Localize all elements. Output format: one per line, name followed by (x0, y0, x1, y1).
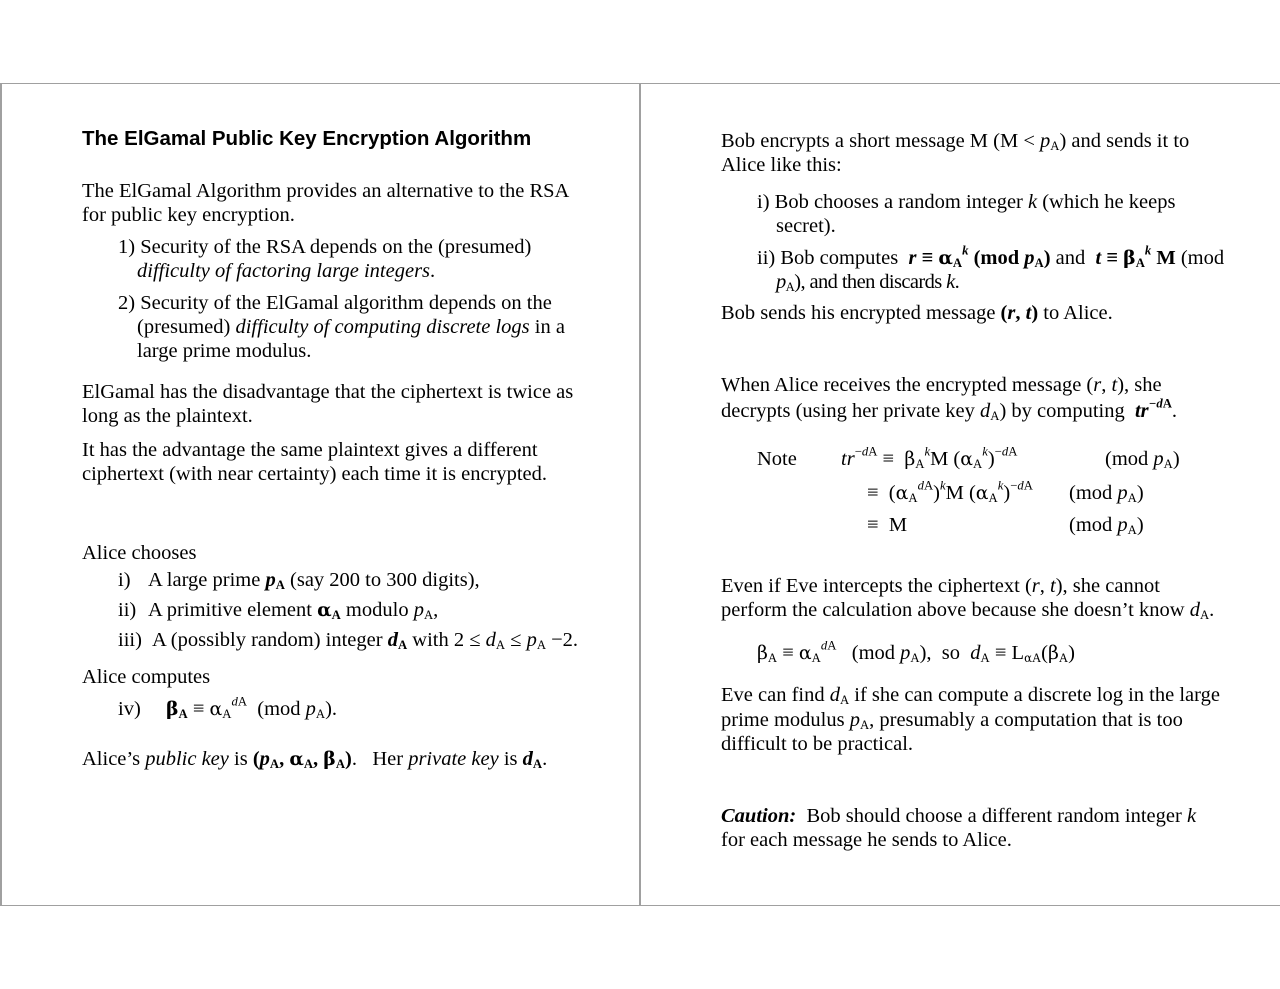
security-item-1-cont: difficulty of factoring large integers. (137, 260, 436, 282)
bob-step-ii-cont: $p_A$), and then discards k. (776, 271, 960, 295)
bob-step-ii: ii) Bob computes $r \equiv \alpha_A^k$ (mod $p_A$) and $t \equiv \beta_A^k$ M (mod (757, 243, 1225, 271)
note-row-1: $tr^{-dA} \equiv \beta_A^kM$ $(\alpha_A^k)^{-dA}$ (841, 444, 1018, 472)
decrypt-line-1: When Alice receives the encrypted message (r, t), she (721, 374, 1162, 396)
bob-step-i-cont: secret). (776, 215, 836, 237)
note-row-2: ≡ $(\alpha_A^{dA})^kM$ $(\alpha_A^k)^{-dA}$ (867, 478, 1033, 506)
disadvantage-line-2: long as the plaintext. (82, 405, 253, 427)
eve-find-line-2: prime modulus $p_A$, presumably a computation that is too (721, 709, 1183, 733)
caution-line-1: Caution: Bob should choose a different random integer k (721, 805, 1197, 827)
note-row-1-mod: (mod $p_A$) (1105, 448, 1180, 472)
eve-line-1: Even if Eve intercepts the ciphertext (r, t), she cannot (721, 575, 1160, 597)
eve-find-line-3: difficult to be practical. (721, 733, 914, 755)
alice-keys: Alice’s public key is ($p_A$, $\alpha_A$, $\beta_A$). Her private key is $d_A$. (82, 748, 548, 772)
alice-choice-i: i) A large prime $p_A$ (say 200 to 300 digits), (118, 569, 480, 593)
decrypt-line-2: decrypts (using her private key $d_A$) by computing $tr^{-dA}$. (721, 396, 1178, 424)
encrypt-line-2: Alice like this: (721, 154, 842, 176)
security-item-2-cont2: large prime modulus. (137, 340, 312, 362)
intro-line-2: for public key encryption. (82, 204, 295, 226)
security-item-1: 1) Security of the RSA depends on the (presumed) (118, 236, 532, 258)
note-row-3: ≡ M (867, 514, 908, 536)
bob-step-i: i) Bob chooses a random integer k (which he keeps (757, 191, 1176, 213)
alice-choice-iii: iii) A (possibly random) integer $d_A$ with $2 \le d_A \le p_A -2$. (118, 629, 579, 653)
advantage-line-1: It has the advantage the same plaintext gives a different (82, 439, 538, 461)
eve-find-line-1: Eve can find $d_A$ if she can compute a discrete log in the large (721, 684, 1220, 708)
disadvantage-line-1: ElGamal has the disadvantage that the ciphertext is twice as (82, 381, 574, 403)
advantage-line-2: ciphertext (with near certainty) each time it is encrypted. (82, 463, 548, 485)
right-page (641, 83, 1278, 905)
discrete-log-formula: $\beta_A \equiv \alpha_A^{dA}$ (mod $p_A$), so $d_A \equiv L_{\alpha A}(\beta_A)$ (757, 638, 1075, 666)
note-row-3-mod: (mod $p_A$) (1069, 514, 1144, 538)
note-row-2-mod: (mod $p_A$) (1069, 482, 1144, 506)
left-page (2, 83, 639, 905)
alice-chooses-heading: Alice chooses (82, 542, 197, 564)
alice-computes-heading: Alice computes (82, 666, 211, 688)
eve-line-2: perform the calculation above because she doesn’t know $d_A$. (721, 599, 1215, 623)
page-title: The ElGamal Public Key Encryption Algorithm (82, 127, 532, 150)
note-label: Note (757, 448, 797, 470)
security-item-2: 2) Security of the ElGamal algorithm depends on the (118, 292, 552, 314)
alice-choice-ii: ii) A primitive element $\alpha_A$ modulo $p_A$, (118, 599, 439, 623)
caution-line-2: for each message he sends to Alice. (721, 829, 1012, 851)
encrypt-line-1: Bob encrypts a short message M $(M < p_A)$ and sends it to (721, 130, 1190, 154)
bob-sends: Bob sends his encrypted message (r, t) to Alice. (721, 302, 1113, 324)
alice-computes-formula: iv) $\beta_A \equiv \alpha_A^{dA}$ (mod $p_A$). (118, 694, 338, 722)
security-item-2-cont: (presumed) difficulty of computing discrete logs in a (137, 316, 565, 338)
intro-line-1: The ElGamal Algorithm provides an alternative to the RSA (82, 180, 570, 202)
